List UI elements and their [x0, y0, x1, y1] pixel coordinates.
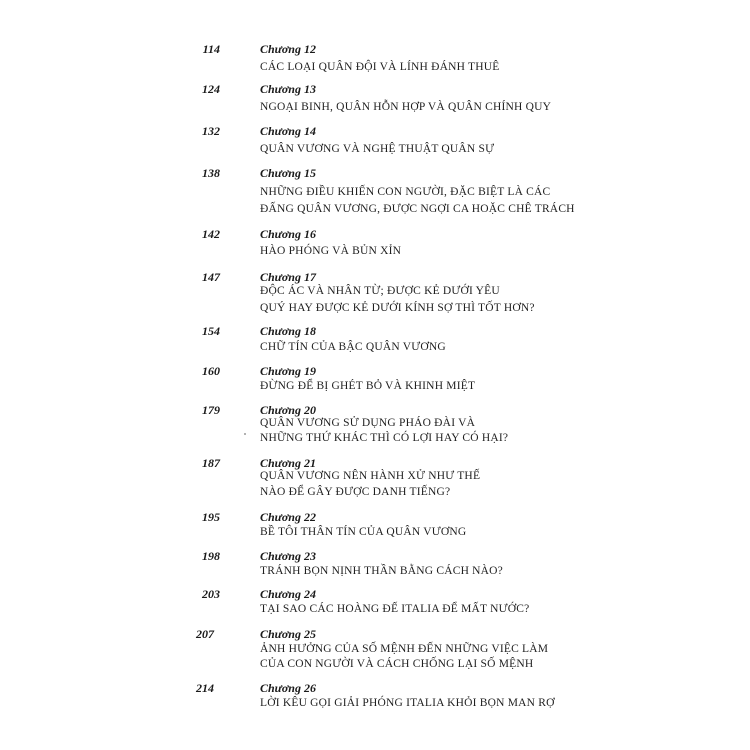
page-number: 147 — [202, 270, 220, 284]
chapter-label: Chương 23 — [260, 549, 316, 563]
page-number: 142 — [202, 227, 220, 241]
chapter-label: Chương 12 — [260, 42, 316, 56]
chapter-title-line: BỀ TÔI THÂN TÍN CỦA QUÂN VƯƠNG — [260, 526, 467, 538]
chapter-title-line: CỦA CON NGƯỜI VÀ CÁCH CHỐNG LẠI SỐ MỆNH — [260, 658, 534, 670]
chapter-title-line: CHỮ TÍN CỦA BẬC QUÂN VƯƠNG — [260, 341, 446, 353]
page-number: 114 — [202, 42, 220, 56]
page-number: 203 — [202, 587, 220, 601]
chapter-title-line: TRÁNH BỌN NỊNH THẦN BẰNG CÁCH NÀO? — [260, 565, 503, 577]
chapter-label: Chương 24 — [260, 587, 316, 601]
chapter-label: Chương 15 — [260, 166, 316, 180]
page-number: 195 — [202, 510, 220, 524]
chapter-title-line: ĐẤNG QUÂN VƯƠNG, ĐƯỢC NGỢI CA HOẶC CHÊ TRÁCH — [260, 203, 575, 215]
chapter-title-line: LỜI KÊU GỌI GIẢI PHÓNG ITALIA KHỎI BỌN MAN RỢ — [260, 697, 555, 709]
page-number: 179 — [202, 403, 220, 417]
chapter-title-line: CÁC LOẠI QUÂN ĐỘI VÀ LÍNH ĐÁNH THUÊ — [260, 61, 500, 73]
chapter-title-line: NHỮNG THỨ KHÁC THÌ CÓ LỢI HAY CÓ HẠI? — [260, 432, 509, 444]
chapter-title-line: HÀO PHÓNG VÀ BỦN XỈN — [260, 245, 402, 257]
chapter-label: Chương 21 — [260, 456, 316, 470]
paper-speck — [244, 433, 246, 435]
chapter-label: Chương 26 — [260, 681, 316, 695]
chapter-title-line: QUÂN VƯƠNG SỬ DỤNG PHÁO ĐÀI VÀ — [260, 417, 476, 429]
chapter-title-line: QUÂN VƯƠNG NÊN HÀNH XỬ NHƯ THẾ — [260, 470, 481, 482]
chapter-label: Chương 25 — [260, 627, 316, 641]
chapter-title-line: TẠI SAO CÁC HOÀNG ĐẾ ITALIA ĐỂ MẤT NƯỚC? — [260, 603, 530, 615]
page-number: 198 — [202, 549, 220, 563]
chapter-label: Chương 19 — [260, 364, 316, 378]
chapter-label: Chương 13 — [260, 82, 316, 96]
chapter-label: Chương 14 — [260, 124, 316, 138]
chapter-label: Chương 16 — [260, 227, 316, 241]
page-number: 132 — [202, 124, 220, 138]
chapter-title-line: NHỮNG ĐIỀU KHIẾN CON NGƯỜI, ĐẶC BIỆT LÀ CÁC — [260, 186, 551, 198]
chapter-title-line: ĐỘC ÁC VÀ NHÂN TỪ; ĐƯỢC KẺ DƯỚI YÊU — [260, 285, 500, 297]
chapter-label: Chương 20 — [260, 403, 316, 417]
page-number: 207 — [196, 627, 214, 641]
chapter-label: Chương 17 — [260, 270, 316, 284]
chapter-title-line: NÀO ĐỂ GÂY ĐƯỢC DANH TIẾNG? — [260, 486, 451, 498]
page-number: 154 — [202, 324, 220, 338]
chapter-label: Chương 22 — [260, 510, 316, 524]
chapter-title-line: ĐỪNG ĐỂ BỊ GHÉT BỎ VÀ KHINH MIỆT — [260, 380, 476, 392]
chapter-title-line: QUÂN VƯƠNG VÀ NGHỆ THUẬT QUÂN SỰ — [260, 143, 495, 155]
page-number: 138 — [202, 166, 220, 180]
page-number: 124 — [202, 82, 220, 96]
chapter-title-line: ẢNH HƯỞNG CỦA SỐ MỆNH ĐẾN NHỮNG VIỆC LÀM — [260, 643, 549, 655]
page-number: 160 — [202, 364, 220, 378]
page-number: 187 — [202, 456, 220, 470]
chapter-label: Chương 18 — [260, 324, 316, 338]
chapter-title-line: QUÝ HAY ĐƯỢC KẺ DƯỚI KÍNH SỢ THÌ TỐT HƠN? — [260, 302, 535, 314]
page-number: 214 — [196, 681, 214, 695]
chapter-title-line: NGOẠI BINH, QUÂN HỖN HỢP VÀ QUÂN CHÍNH QUY — [260, 101, 552, 113]
